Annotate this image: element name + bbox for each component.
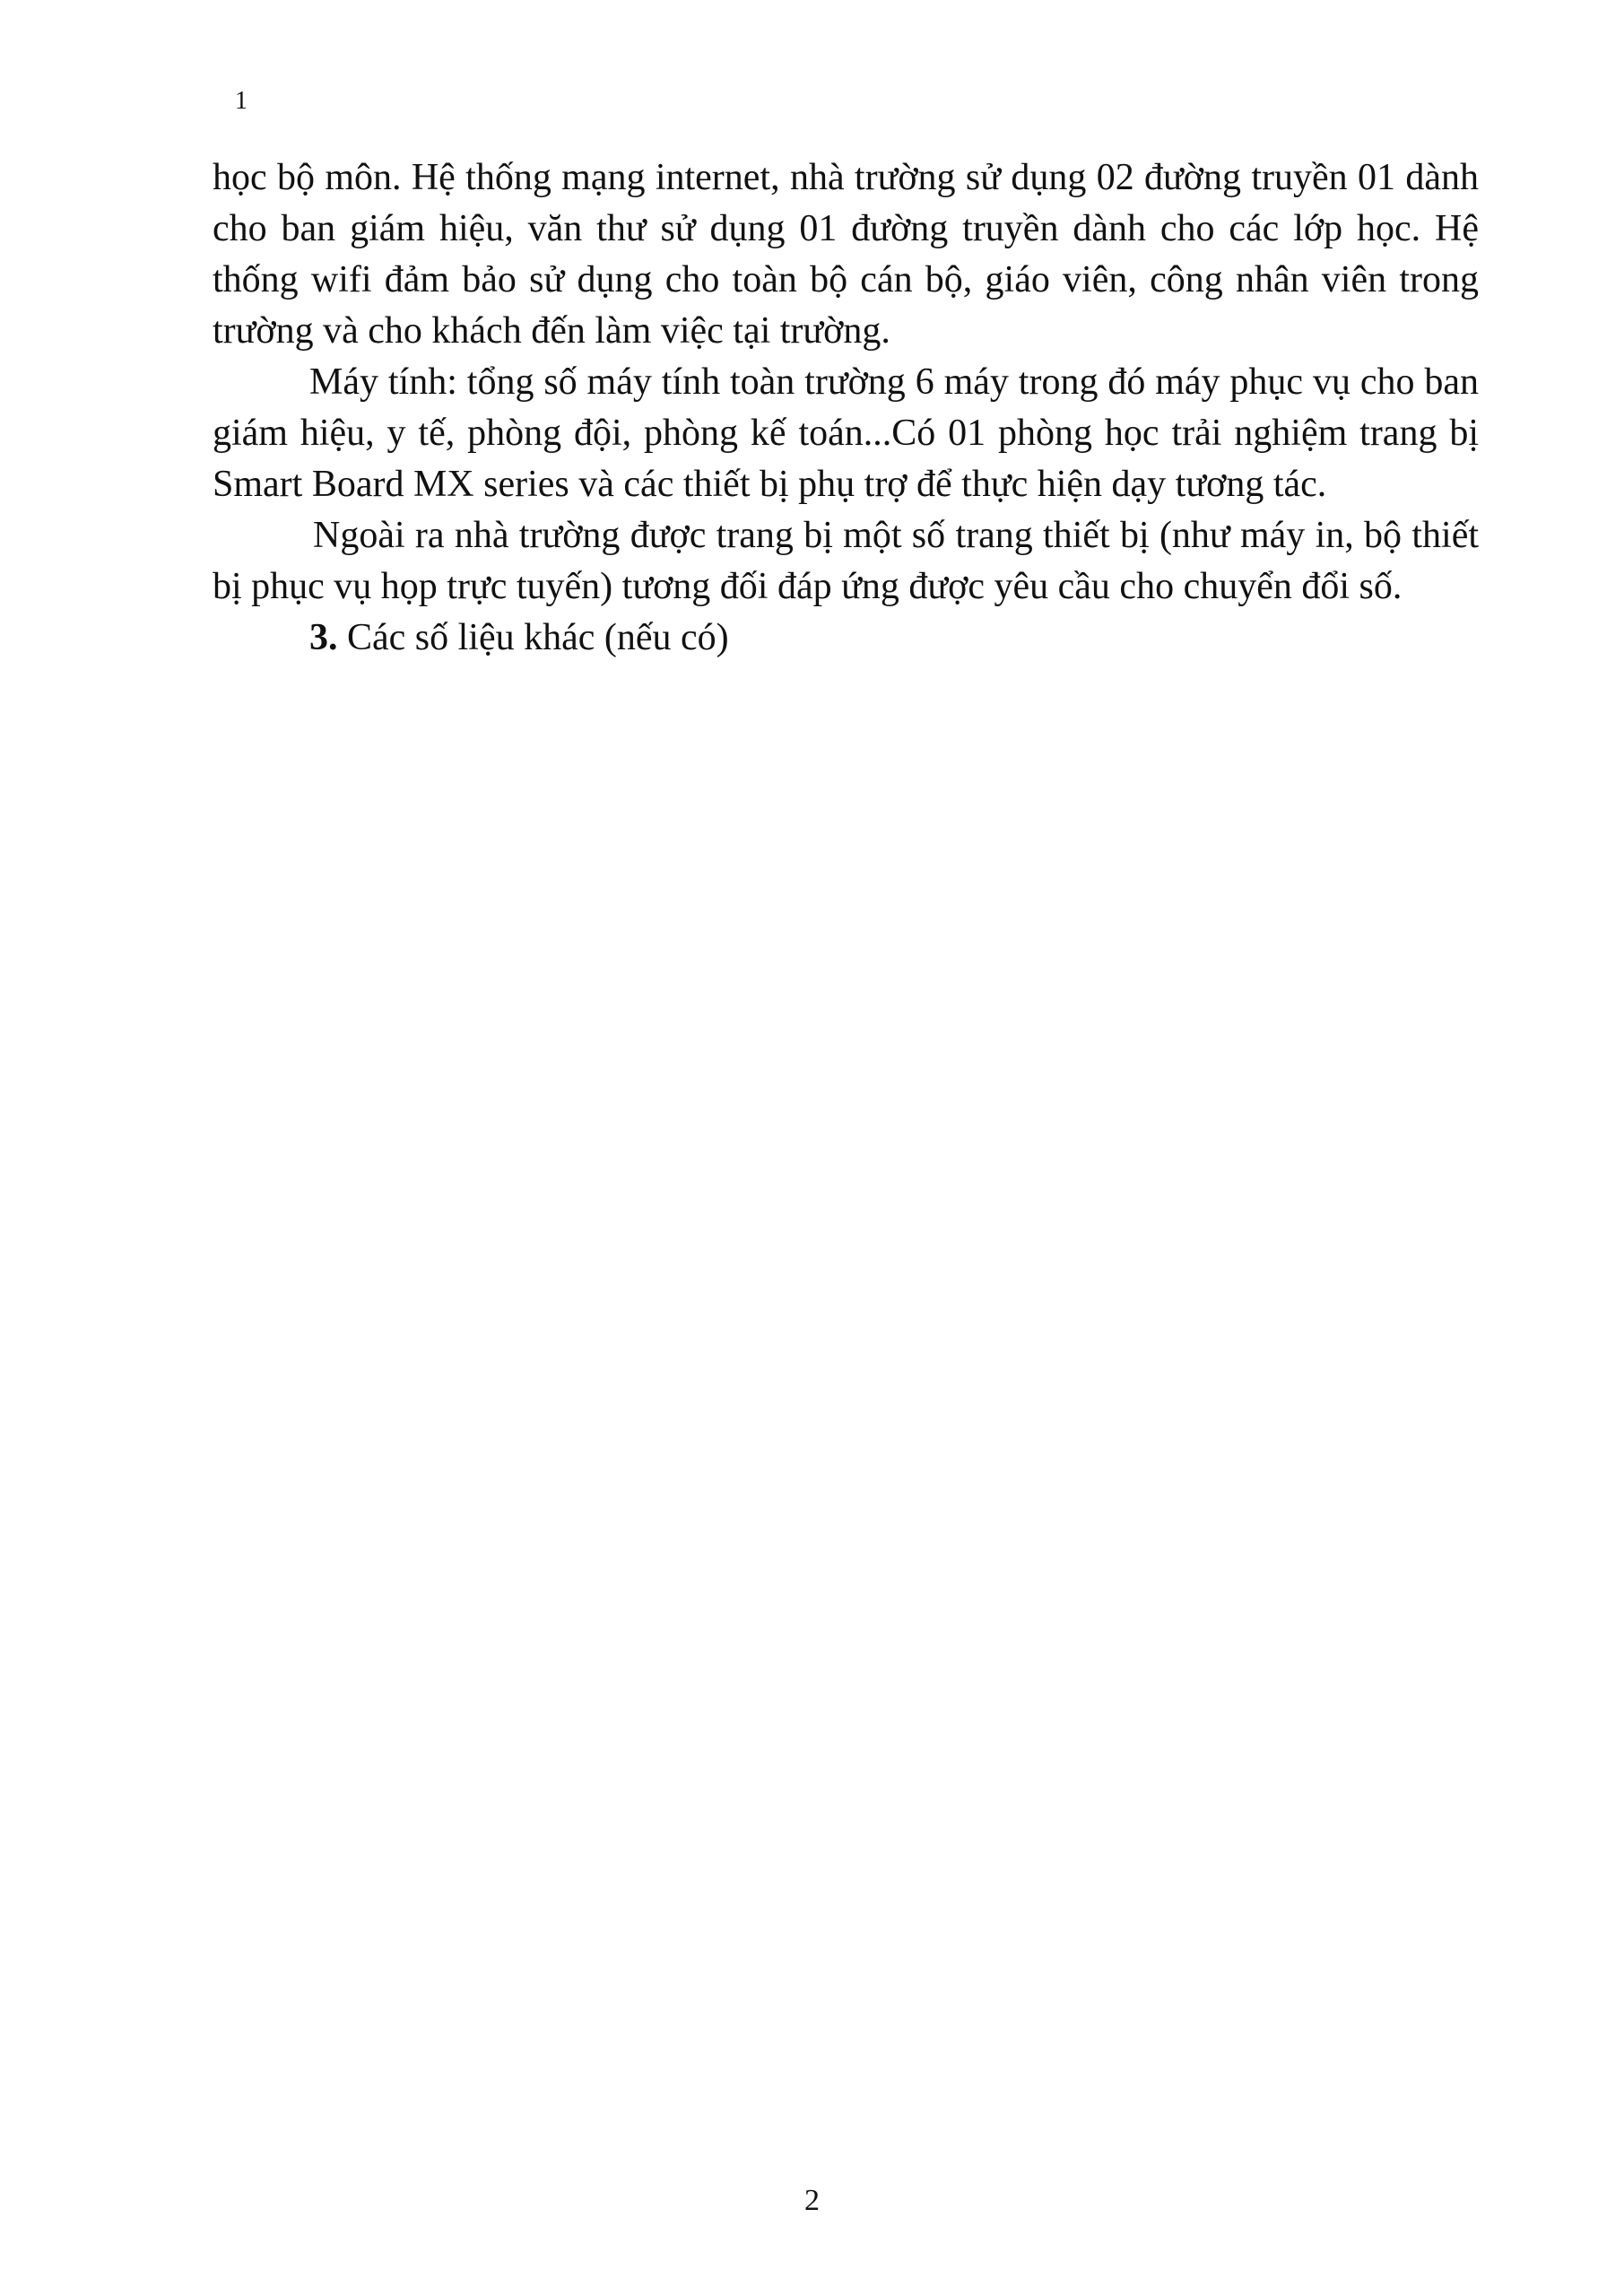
paragraph-line: cho ban giám hiệu, văn thư sử dụng 01 đường truyền dành cho các lớp học. Hệ <box>213 208 1479 249</box>
paragraph-line: trường và cho khách đến làm việc tại trường. <box>213 310 890 352</box>
paragraph-line: thống wifi đảm bảo sử dụng cho toàn bộ cán bộ, giáo viên, công nhân viên trong <box>213 259 1479 300</box>
page-number: 2 <box>804 2184 820 2217</box>
section-number: 3. <box>309 617 338 658</box>
document-body <box>213 152 1479 664</box>
section-title: Các số liệu khác (nếu có) <box>347 617 729 658</box>
paragraph-line: giám hiệu, y tế, phòng đội, phòng kế toán...Có 01 phòng học trải nghiệm trang bị <box>213 413 1479 454</box>
paragraph-line: Smart Board MX series và các thiết bị phụ trợ để thực hiện dạy tương tác. <box>213 464 1327 505</box>
paragraph-line: học bộ môn. Hệ thống mạng internet, nhà trường sử dụng 02 đường truyền 01 dành <box>213 157 1479 198</box>
page-mark: 1 <box>235 87 248 115</box>
paragraph-line: Máy tính: tổng số máy tính toàn trường 6 máy trong đó máy phục vụ cho ban <box>309 361 1479 403</box>
paragraph-line: Ngoài ra nhà trường được trang bị một số trang thiết bị (như máy in, bộ thiết <box>313 515 1479 556</box>
paragraph-line: bị phục vụ họp trực tuyến) tương đối đáp ứng được yêu cầu cho chuyển đổi số. <box>213 566 1403 607</box>
section-heading <box>213 613 1479 664</box>
